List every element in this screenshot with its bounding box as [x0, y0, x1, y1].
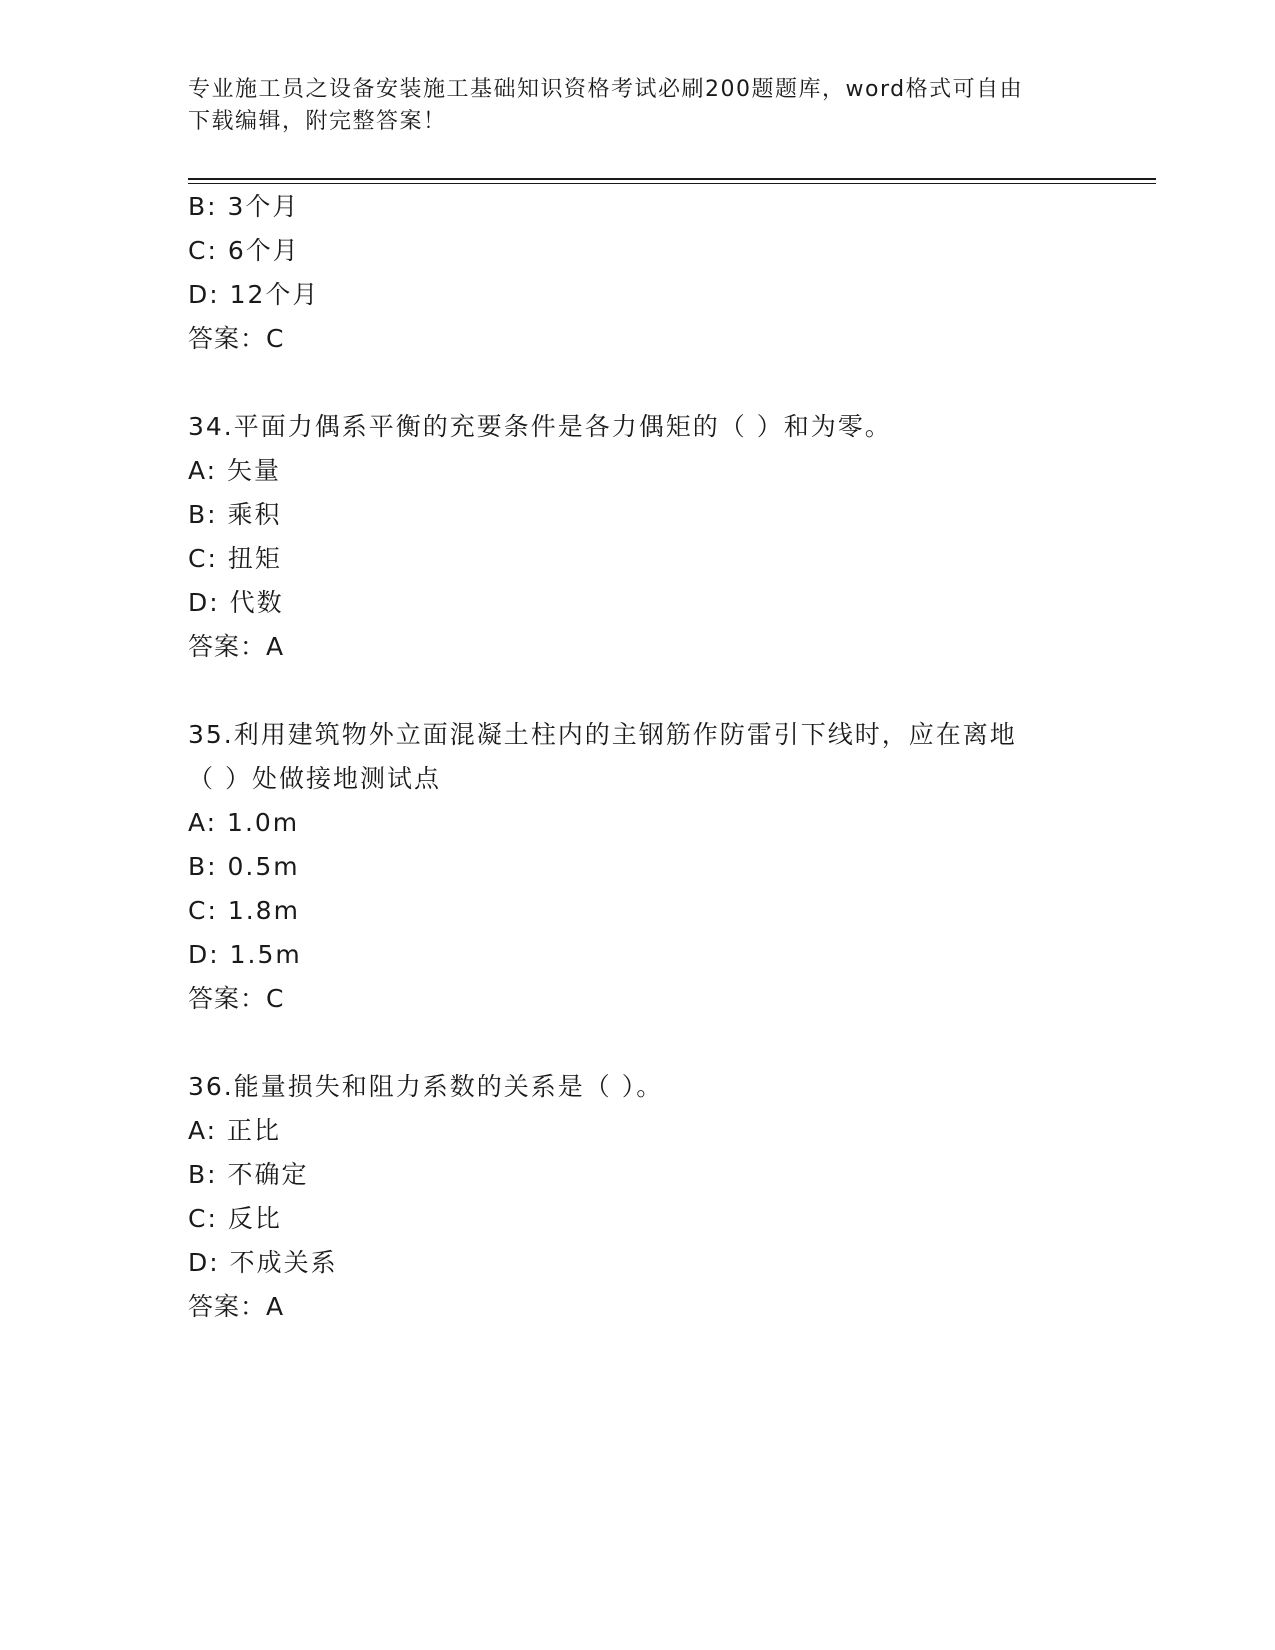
- q33-option-c: C: 6个月: [188, 236, 300, 265]
- q36-option-a: A: 正比: [188, 1116, 282, 1145]
- q35-stem-line-1: 35.利用建筑物外立面混凝土柱内的主钢筋作防雷引下线时，应在离地: [188, 720, 1017, 749]
- q33-option-b: B: 3个月: [188, 192, 300, 221]
- q36-option-c: C: 反比: [188, 1204, 282, 1233]
- q35-stem-line-2: （ ）处做接地测试点: [188, 764, 441, 793]
- q34-answer: 答案：A: [188, 632, 285, 661]
- q35-answer: 答案：C: [188, 984, 285, 1013]
- q36-option-b: B: 不确定: [188, 1160, 309, 1189]
- q34-option-c: C: 扭矩: [188, 544, 282, 573]
- q36-answer: 答案：A: [188, 1292, 285, 1321]
- q35-option-c: C: 1.8m: [188, 896, 300, 925]
- q35-option-b: B: 0.5m: [188, 852, 300, 881]
- q36-stem: 36.能量损失和阻力系数的关系是（ ）。: [188, 1072, 664, 1101]
- header-line-2: 下载编辑，附完整答案！: [188, 109, 447, 134]
- q33-option-d: D: 12个月: [188, 280, 320, 309]
- header-rule: [188, 178, 1156, 180]
- q35-option-d: D: 1.5m: [188, 940, 302, 969]
- header-rule-secondary: [188, 183, 1156, 184]
- q33-answer: 答案：C: [188, 324, 285, 353]
- q34-option-b: B: 乘积: [188, 500, 282, 529]
- header-line-1: 专业施工员之设备安装施工基础知识资格考试必刷200题题库，word格式可自由: [188, 77, 1024, 102]
- q34-option-a: A: 矢量: [188, 456, 282, 485]
- q35-option-a: A: 1.0m: [188, 808, 300, 837]
- q34-stem: 34.平面力偶系平衡的充要条件是各力偶矩的（ ）和为零。: [188, 412, 892, 441]
- q34-option-d: D: 代数: [188, 588, 284, 617]
- q36-option-d: D: 不成关系: [188, 1248, 338, 1277]
- page-header: [188, 74, 1088, 138]
